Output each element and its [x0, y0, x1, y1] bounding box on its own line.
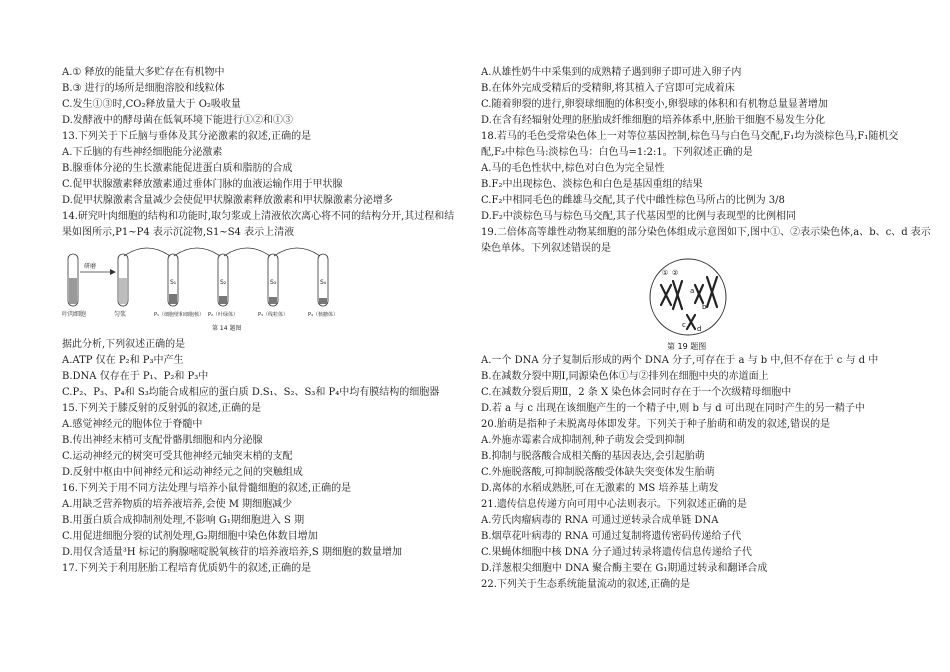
- text-line: C.随着卵裂的进行,卵裂球细胞的体积变小,卵裂球的体积和有机物总量显著增加: [481, 99, 828, 110]
- left-column: [62, 65, 462, 577]
- text-line: A.下丘脑的有些神经细胞能分泌激素: [62, 147, 223, 158]
- s-label: S₃: [270, 279, 277, 286]
- chromatid-label: d: [697, 325, 702, 333]
- tube-label: P₃（线粒体）: [258, 312, 289, 318]
- question-13-stem: 13.下列关于下丘脑与垂体及其分泌激素的叙述,正确的是: [62, 131, 312, 142]
- text-line: 染色单体。下列叙述错误的是: [481, 243, 611, 254]
- text-line: D.洋葱根尖细胞中 DNA 聚合酶主要在 G₁期通过转录和翻译合成: [481, 563, 768, 574]
- tube-label: P₄（核糖体）: [308, 312, 339, 318]
- s-label: S₁: [170, 279, 177, 286]
- text-line: D.F₂中淡棕色马与棕色马交配,其子代基因型的比例与表现型的比例相同: [481, 211, 796, 222]
- figure-19-chromosomes: [481, 257, 896, 353]
- chromatid-label: b: [702, 303, 707, 311]
- cell-chromosome-diagram: [481, 257, 896, 353]
- tube-label: P₂（叶绿体）: [208, 312, 239, 318]
- figure-caption: 第 14 题图: [212, 325, 242, 332]
- text-line: C.运动神经元的树突可受其他神经元轴突末梢的支配: [62, 451, 293, 462]
- text-line: C.促甲状腺激素释放激素通过垂体门脉的血液运输作用于甲状腺: [62, 179, 343, 190]
- tube-label: 叶肉细胞: [62, 311, 87, 318]
- text-line: A.用缺乏营养物质的培养液培养,会使 M 期细胞减少: [62, 499, 293, 510]
- figure-14-centrifugation: [62, 242, 462, 336]
- chromatid-label: a: [690, 287, 695, 295]
- question-16-stem: 16.下列关于用不同方法处理与培养小鼠骨髓细胞的叙述,正确的是: [62, 483, 352, 494]
- text-line: B.用蛋白质合成抑制剂处理,不影响 G₁期细胞进入 S 期: [62, 515, 305, 526]
- question-22-stem: 22.下列关于生态系统能量流动的叙述,正确的是: [481, 579, 691, 590]
- text-line: A.ATP 仅在 P₂和 P₃中产生: [62, 355, 184, 366]
- text-line: B.在体外完成受精后的受精卵,将其植入子宫即可完成着床: [481, 83, 735, 94]
- text-line: C.P₂、P₃、P₄和 S₃均能合成相应的蛋白质 D.S₁、S₂、S₃和 P₄中均有膜结构的细胞器: [62, 387, 440, 398]
- s-label: S₄: [320, 279, 327, 286]
- arrow-label: 研磨: [84, 263, 97, 270]
- tube-label: P₁（细胞壁和细胞核）: [154, 312, 205, 318]
- text-line: C.果蝇体细胞中核 DNA 分子通过转录将遗传信息传递给子代: [481, 547, 752, 558]
- text-line: D.用仅含适量³H 标记的胸腺嘧啶脱氧核苷的培养液培养,S 期细胞的数量增加: [62, 547, 402, 558]
- text-line: D.发酵液中的酵母菌在低氧环境下能进行①②和①③: [62, 115, 293, 126]
- text-line: B.在减数分裂中期Ⅰ,同源染色体①与②排列在细胞中央的赤道面上: [481, 371, 769, 382]
- question-14-stem: 14.研究叶肉细胞的结构和功能时,取匀浆或上清液依次离心将不同的结构分开,其过程和结: [62, 211, 455, 222]
- chromatid-label: c: [682, 321, 686, 329]
- text-line: D.离体的水稻成熟胚,可在无激素的 MS 培养基上萌发: [481, 483, 719, 494]
- text-line: B.传出神经末梢可支配骨骼肌细胞和内分泌腺: [62, 435, 263, 446]
- text-line: B.腺垂体分泌的生长激素能促进蛋白质和脂肪的合成: [62, 163, 293, 174]
- right-column: [481, 65, 931, 593]
- text-line: B.③ 进行的场所是细胞溶胶和线粒体: [62, 83, 225, 94]
- text-line: A.① 释放的能量大多贮存在有机物中: [62, 67, 225, 78]
- text-line: D.反射中枢由中间神经元和运动神经元之间的突触组成: [62, 467, 303, 478]
- text-line: C.F₂中相同毛色的雌雄马交配,其子代中雌性棕色马所占的比例为 3/8: [481, 195, 785, 206]
- question-17-stem: 17.下列关于利用胚胎工程培育优质奶牛的叙述,正确的是: [62, 563, 312, 574]
- text-line: D.在含有经辐射处理的胚胎成纤维细胞的培养体系中,胚胎干细胞不易发生分化: [481, 115, 826, 126]
- text-line: B.烟草花叶病毒的 RNA 可通过复制将遗传密码传递给子代: [481, 531, 742, 542]
- text-line: A.外施赤霉素合成抑制剂,种子萌发会受到抑制: [481, 435, 685, 446]
- text-line: C.外施脱落酸,可抑制脱落酸受体缺失突变体发生胎萌: [481, 467, 715, 478]
- chromosome-label: ①: [662, 269, 669, 277]
- question-18-stem: 18.若马的毛色受常染色体上一对等位基因控制,棕色马与白色马交配,F₁均为淡棕色马,F₁随机交: [481, 131, 899, 142]
- figure-caption: 第 19 题图: [667, 342, 707, 351]
- tube-label: 匀浆: [114, 311, 127, 318]
- text-line: 果如图所示,P1~P4 表示沉淀物,S1~S4 表示上清液: [62, 227, 295, 238]
- question-19-stem: 19.二倍体高等雄性动物某细胞的部分染色体组成示意图如下,图中①、②表示染色体,a、b、c、d 表示: [481, 227, 931, 238]
- question-21-stem: 21.遗传信息传递方向可用中心法则表示。下列叙述正确的是: [481, 499, 747, 510]
- text-line: B.F₂中出现棕色、淡棕色和白色是基因重组的结果: [481, 179, 703, 190]
- text-line: C.在减数分裂后期Ⅱ，2 条 X 染色体会同时存在于一个次级精母细胞中: [481, 387, 792, 398]
- text-line: B.DNA 仅存在于 P₁、P₂和 P₃中: [62, 371, 209, 382]
- question-15-stem: 15.下列关于膝反射的反射弧的叙述,正确的是: [62, 403, 262, 414]
- text-line: A.从雄性奶牛中采集到的成熟精子遇到卵子即可进入卵子内: [481, 67, 742, 78]
- text-line: 据此分析,下列叙述正确的是: [62, 339, 186, 350]
- text-line: A.劳氏肉瘤病毒的 RNA 可通过逆转录合成单链 DNA: [481, 515, 719, 526]
- centrifuge-tubes-diagram: [62, 242, 352, 336]
- text-line: D.促甲状腺激素含量减少会使促甲状腺激素释放激素和甲状腺激素分泌增多: [62, 195, 393, 206]
- text-line: 配,F₂中棕色马:淡棕色马：白色马=1:2:1。下列叙述正确的是: [481, 147, 753, 158]
- text-line: B.抑制与脱落酸合成相关酶的基因表达,会引起胎萌: [481, 451, 705, 462]
- text-line: A.一个 DNA 分子复制后形成的两个 DNA 分子,可存在于 a 与 b 中,但不存在于 c 与 d 中: [481, 355, 879, 366]
- text-line: A.感觉神经元的胞体位于脊髓中: [62, 419, 203, 430]
- question-20-stem: 20.胎萌是指种子未脱离母体即发芽。下列关于种子胎萌和萌发的叙述,错误的是: [481, 419, 831, 430]
- text-line: C.发生①③时,CO₂释放量大于 O₂吸收量: [62, 99, 241, 110]
- text-line: A.马的毛色性状中,棕色对白色为完全显性: [481, 163, 665, 174]
- s-label: S₂: [220, 279, 227, 286]
- text-line: D.若 a 与 c 出现在该细胞产生的一个精子中,则 b 与 d 可出现在同时产生的另一精子中: [481, 403, 865, 414]
- text-line: C.用促进细胞分裂的试剂处理,G₂期细胞中染色体数目增加: [62, 531, 318, 542]
- chromosome-label: ②: [672, 269, 679, 277]
